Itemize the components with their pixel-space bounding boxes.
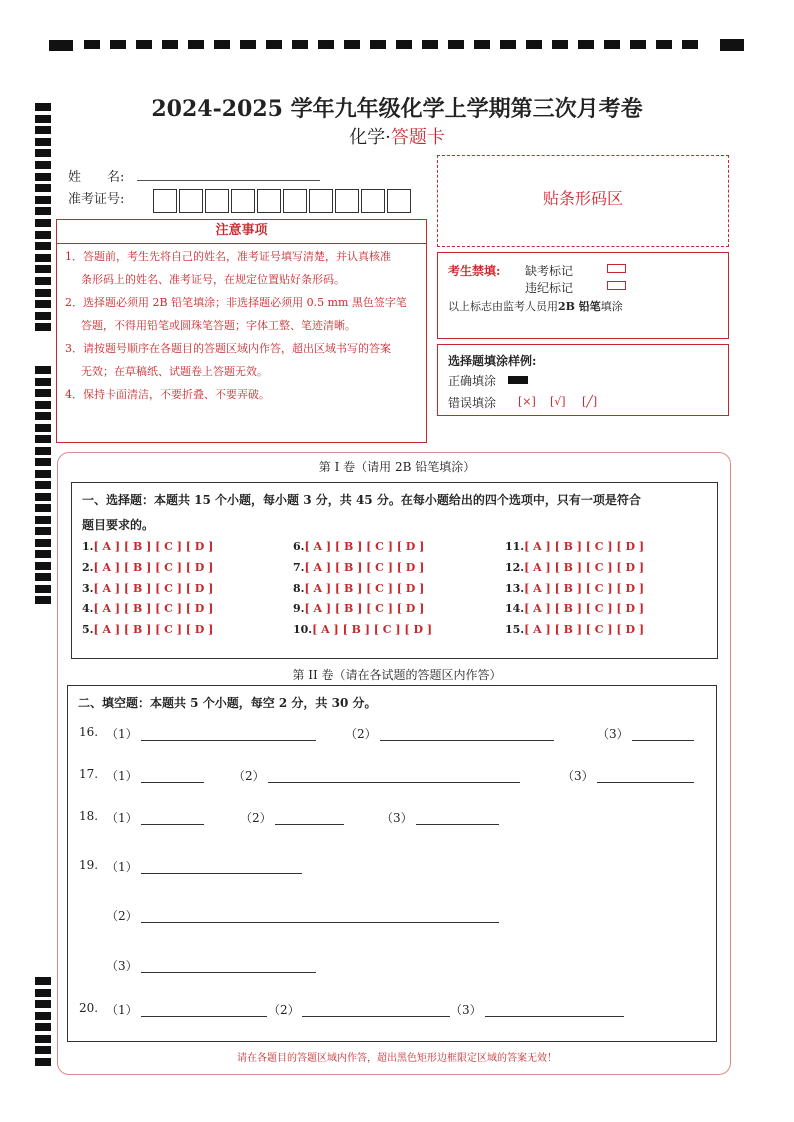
answer-blank[interactable] [275,824,344,825]
answer-blank[interactable] [380,740,554,741]
footer-warning: 请在各题目的答题区域内作答，超出黑色矩形边框限定区域的答案无效！ [237,1053,557,1064]
timing-mark [35,977,51,985]
answer-blank[interactable] [597,782,694,783]
id-box[interactable] [257,189,281,213]
notice-line: 2．选择题必须用 2B 铅笔填涂；非选择题必须用 0.5 mm 黑色签字笔 [65,296,407,309]
notice-box [56,219,427,443]
id-box[interactable] [335,189,359,213]
id-box[interactable] [153,189,177,213]
subtitle-suffix: 答题卡 [390,127,445,148]
timing-mark [35,366,51,374]
choice-number: 6. [293,540,305,553]
part1-title: 第 I 卷（请用 2B 铅笔填涂） [318,460,476,474]
timing-mark [35,527,51,535]
choice-item[interactable] [505,582,644,595]
barcode-label: 贴条形码区 [542,189,623,208]
timing-mark [35,378,51,386]
answer-blank[interactable] [141,922,499,923]
correct-fill-sample [508,376,528,384]
id-box[interactable] [231,189,255,213]
part2-title: 第 II 卷（请在各试题的答题区内作答） [292,668,502,682]
notice-title: 注意事项 [57,220,426,244]
choice-number: 10. [293,623,313,636]
notice-line: 3．请按题号顺序在各题目的答题区域内作答，超出区域书写的答案 [65,342,391,355]
choice-options[interactable]: [ A ] [ B ] [ C ] [ D ] [312,623,433,636]
blank-label: （3） [597,727,629,741]
page-subtitle [0,123,794,149]
choice-item[interactable] [82,623,213,636]
answer-blank[interactable] [141,972,316,973]
choice-item[interactable] [82,602,213,615]
notice-line: 无效；在草稿纸、试题卷上答题无效。 [81,365,268,378]
blank-label: （3） [562,769,594,783]
choice-options[interactable]: [ A ] [ B ] [ C ] [ D ] [93,561,214,574]
sample-box [437,344,729,416]
timing-mark [35,504,51,512]
choice-item[interactable] [505,561,644,574]
timing-mark [35,1035,51,1043]
blank-label: （2） [345,727,377,741]
timing-mark [35,196,51,204]
choice-number: 14. [505,602,525,615]
blank-label: （1） [106,1003,138,1017]
timing-mark [35,989,51,997]
timing-mark [35,242,51,250]
question-number: 18. [79,809,99,823]
wrong-mark: [╱] [582,395,598,408]
answer-blank[interactable] [141,1016,267,1017]
answer-blank[interactable] [141,740,316,741]
timing-mark [35,265,51,273]
blank-label: （3） [450,1003,482,1017]
choice-number: 3. [82,582,94,595]
notice-line: 1．答题前，考生先将自己的姓名，准考证号填写清楚，并认真核准 [65,250,391,263]
forbidden-note-prefix: 以上标志由监考人员用 [448,300,558,313]
blank-label: （2） [106,909,138,923]
blank-label: （2） [240,811,272,825]
notice-line: 答题，不得用铅笔或圆珠笔答题；字体工整、笔迹清晰。 [81,319,356,332]
notice-line: 条形码上的姓名、准考证号，在规定位置贴好条形码。 [81,273,345,286]
blank-label: （1） [106,727,138,741]
choice-item[interactable] [505,623,644,636]
wrong-mark: [√] [550,395,566,408]
timing-mark [35,435,51,443]
timing-mark [35,573,51,581]
timing-mark [35,1000,51,1008]
name-label: 姓 名: [68,170,125,185]
answer-blank[interactable] [141,782,204,783]
timing-mark [35,447,51,455]
answer-blank[interactable] [302,1016,450,1017]
timing-mark [35,231,51,239]
id-label: 准考证号: [68,192,125,207]
wrong-label: 错误填涂 [448,396,497,410]
notice-line: 4．保持卡面清洁，不要折叠、不要弄破。 [65,388,270,401]
choice-number: 4. [82,602,94,615]
choice-item[interactable] [293,561,424,574]
violation-checkbox[interactable] [607,281,626,290]
answer-blank[interactable] [416,824,499,825]
timing-mark [35,254,51,262]
timing-mark [35,161,51,169]
forbidden-box [437,252,729,339]
blank-label: （2） [268,1003,300,1017]
timing-mark [35,184,51,192]
choice-number: 11. [505,540,525,553]
choice-options[interactable]: [ A ] [ B ] [ C ] [ D ] [93,582,214,595]
timing-mark [35,596,51,604]
id-box[interactable] [205,189,229,213]
choice-number: 5. [82,623,94,636]
choice-number: 1. [82,540,94,553]
timing-mark [35,585,51,593]
forbidden-title: 考生禁填: [448,264,501,278]
timing-mark [35,493,51,501]
choice-number: 8. [293,582,305,595]
id-box[interactable] [387,189,411,213]
choice-options[interactable]: [ A ] [ B ] [ C ] [ D ] [524,561,645,574]
timing-mark [35,516,51,524]
timing-mark [35,389,51,397]
choice-options[interactable]: [ A ] [ B ] [ C ] [ D ] [524,582,645,595]
timing-mark [35,277,51,285]
blank-label: （1） [106,860,138,874]
fill-instructions: 二、填空题：本题共 5 个小题，每空 2 分，共 30 分。 [78,696,377,710]
choice-options[interactable]: [ A ] [ B ] [ C ] [ D ] [524,623,645,636]
choice-instructions: 一、选择题：本题共 15 个小题，每小题 3 分，共 45 分。在每小题给出的四个选项中，只有一项是符合 [82,493,641,507]
blank-label: （1） [106,811,138,825]
choice-instructions-cont: 题目要求的。 [82,518,155,532]
id-box[interactable] [361,189,385,213]
id-box[interactable] [179,189,203,213]
answer-blank[interactable] [485,1016,624,1017]
timing-mark [35,1023,51,1031]
answer-blank[interactable] [141,824,204,825]
absent-checkbox[interactable] [607,264,626,273]
choice-item[interactable] [82,561,213,574]
question-number: 17. [79,767,99,781]
timing-mark [35,173,51,181]
question-number: 16. [79,725,99,739]
timing-mark [35,562,51,570]
choice-item[interactable] [82,540,213,553]
choice-options[interactable]: [ A ] [ B ] [ C ] [ D ] [93,623,214,636]
choice-number: 7. [293,561,305,574]
id-box[interactable] [309,189,333,213]
question-number: 20. [79,1001,99,1015]
violation-label: 违纪标记 [525,281,574,295]
choice-item[interactable] [505,540,644,553]
choice-number: 13. [505,582,525,595]
choice-item[interactable] [82,582,213,595]
choice-options[interactable]: [ A ] [ B ] [ C ] [ D ] [524,540,645,553]
subtitle-prefix: 化学· [349,127,391,148]
timing-mark [35,300,51,308]
choice-item[interactable] [293,540,424,553]
choice-options[interactable]: [ A ] [ B ] [ C ] [ D ] [93,540,214,553]
timing-mark [35,1012,51,1020]
forbidden-note-bold: 2B 铅笔 [558,300,601,313]
choice-options[interactable]: [ A ] [ B ] [ C ] [ D ] [304,540,425,553]
answer-blank[interactable] [268,782,520,783]
choice-item[interactable] [505,602,644,615]
blank-label: （3） [106,959,138,973]
timing-mark [35,323,51,331]
timing-mark [35,219,51,227]
wrong-mark: [×] [518,395,536,408]
choice-options[interactable]: [ A ] [ B ] [ C ] [ D ] [93,602,214,615]
choice-options[interactable]: [ A ] [ B ] [ C ] [ D ] [304,561,425,574]
name-field[interactable] [137,180,320,181]
blank-label: （2） [233,769,265,783]
timing-mark [35,481,51,489]
timing-mark [35,289,51,297]
timing-mark [35,412,51,420]
barcode-area [437,155,729,247]
choice-item[interactable] [293,602,424,615]
blank-label: （3） [381,811,413,825]
timing-mark [35,424,51,432]
id-box[interactable] [283,189,307,213]
choice-options[interactable]: [ A ] [ B ] [ C ] [ D ] [304,602,425,615]
forbidden-note-suffix: 填涂 [600,300,623,313]
answer-blank[interactable] [141,873,302,874]
timing-mark [35,401,51,409]
timing-mark [35,149,51,157]
choice-number: 15. [505,623,525,636]
choice-number: 9. [293,602,305,615]
choice-item[interactable] [293,623,432,636]
choice-number: 2. [82,561,94,574]
choice-options[interactable]: [ A ] [ B ] [ C ] [ D ] [524,602,645,615]
notice-list [57,245,426,406]
forbidden-note [448,298,623,314]
timing-mark [35,539,51,547]
timing-mark [35,207,51,215]
timing-mark [35,550,51,558]
correct-label: 正确填涂 [448,374,497,388]
timing-mark [35,312,51,320]
choice-item[interactable] [293,582,424,595]
answer-blank[interactable] [632,740,694,741]
absent-label: 缺考标记 [525,264,574,278]
choice-options[interactable]: [ A ] [ B ] [ C ] [ D ] [304,582,425,595]
page-title: 2024-2025 学年九年级化学上学期第三次月考卷 [151,96,643,122]
choice-number: 12. [505,561,525,574]
blank-label: （1） [106,769,138,783]
sample-title: 选择题填涂样例: [448,354,537,368]
question-number: 19. [79,858,99,872]
